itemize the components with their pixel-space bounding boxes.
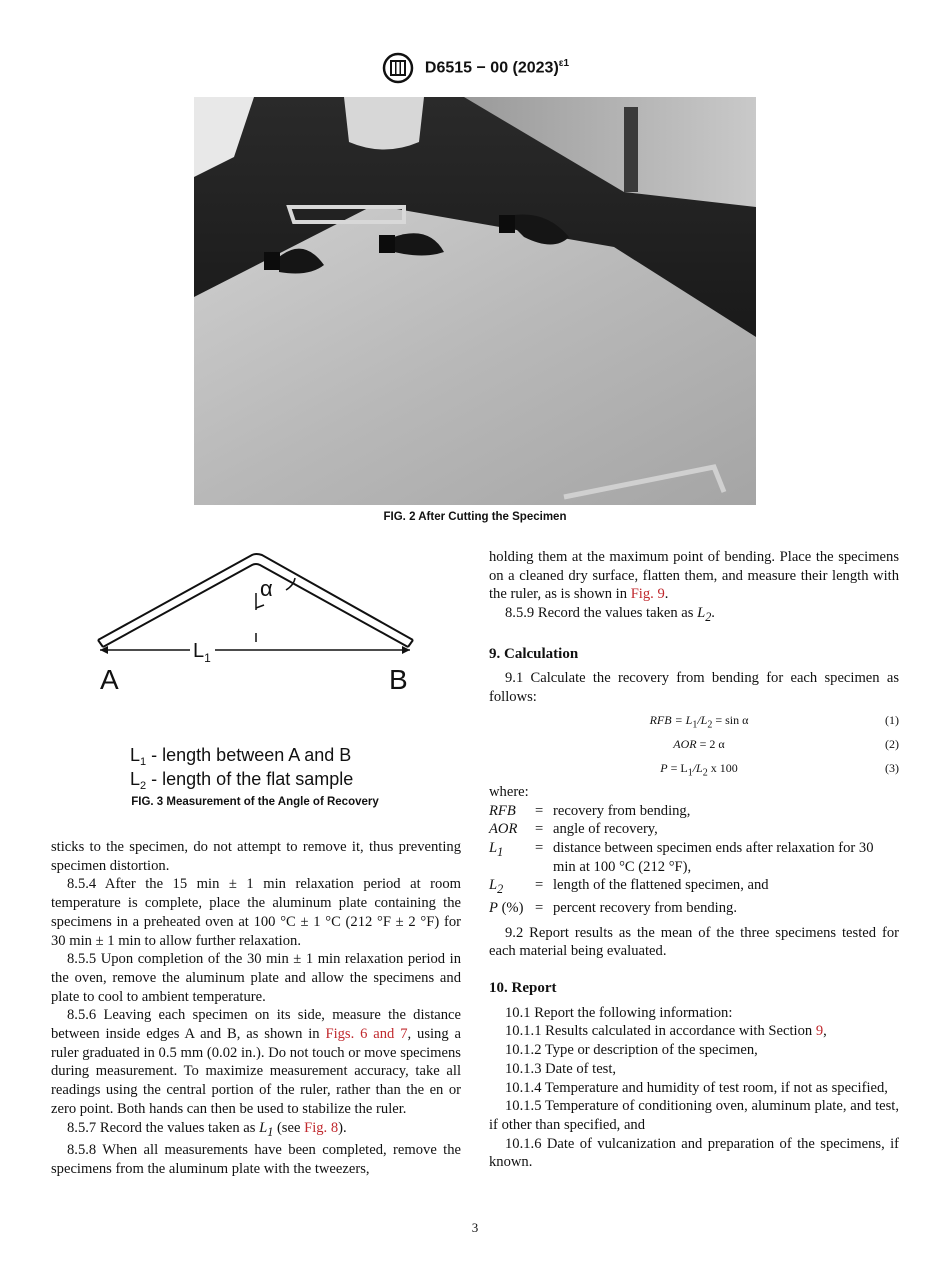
paragraph: sticks to the specimen, do not attempt to remove it, thus preventing specimen distortion.: [51, 839, 461, 874]
paragraph-8-5-7: 8.5.7 Record the values taken as $L_1$ (see Fig. 8).: [67, 1119, 347, 1139]
equation-2: AOR = 2 α (2): [673, 736, 899, 751]
figure-2-photo: [194, 97, 756, 505]
paragraph-10-1-5: 10.1.5 Temperature of conditioning oven, aluminum plate, and test, if other than specified, and: [489, 1098, 899, 1133]
paragraph-10-1-2: 10.1.2 Type or description of the specimen,: [505, 1042, 758, 1059]
page-number: 3: [471, 1220, 479, 1235]
legend-L1: $L_1$ - length between A and B: [130, 745, 352, 768]
fig-8-link[interactable]: Fig. 8: [304, 1119, 339, 1136]
paragraph-8-5-8: 8.5.8 When all measurements have been completed, remove the specimens from the aluminum plate with the tweezers,: [51, 1142, 461, 1177]
paragraph-8-5-9: 8.5.9 Record the values taken as $L_2$.: [505, 605, 715, 625]
figure-3-diagram: [90, 545, 420, 795]
paragraph-10-1-6: 10.1.6 Date of vulcanization and preparation of the specimens, if known.: [489, 1135, 899, 1171]
paragraph-10-1-3: 10.1.3 Date of test,: [505, 1060, 617, 1077]
paragraph-9-1: 9.1 Calculate the recovery from bending for each specimen as follows:: [489, 670, 899, 706]
astm-logo-icon: [381, 52, 415, 84]
section-10-heading: 10. Report: [489, 980, 557, 997]
definitions-list: [489, 802, 899, 918]
L1-label: $L_1$: [193, 640, 211, 665]
definition-item: $L_2$ = length of the flattened specimen, and: [489, 877, 769, 897]
point-B-label: B: [389, 664, 408, 695]
page-header: [0, 52, 950, 84]
figure-2-caption: FIG. 2 After Cutting the Specimen: [383, 511, 567, 523]
where-label: where:: [489, 783, 529, 800]
definition-item: RFB = recovery from bending,: [489, 802, 691, 819]
section-9-heading: 9. Calculation: [489, 645, 579, 662]
fig-9-link[interactable]: Fig. 9: [630, 586, 665, 603]
point-A-label: A: [100, 664, 119, 695]
alpha-label: α: [260, 576, 273, 601]
definition-item: P (%) = percent recovery from bending.: [489, 899, 737, 916]
section-9-link[interactable]: 9: [815, 1023, 824, 1040]
definition-item: AOR = angle of recovery,: [489, 821, 658, 838]
legend-L2: $L_2$ - length of the flat sample: [130, 769, 354, 792]
paragraph-8-5-4: 8.5.4 After the 15 min ± 1 min relaxation period at room temperature is complete, place the aluminum plate containing the specimens in a preheated oven at 100 °C ± 1 °C (212 °F ± 2 °F) for 30 min ± 1 min to allow further relaxation.: [51, 876, 461, 949]
paragraph-8-5-6: 8.5.6 Leaving each specimen on its side, measure the distance between inside edges A and B, as shown in Figs. 6 and 7, using a ruler graduated in 0.5 mm (0.02 in.). Do not touch or move specimens during measurement. To maximize measurement accuracy, take all readings using the central portion of the ruler, rather than the en or zero point. Both hands can then be used to stabilize the ruler.: [51, 1007, 461, 1117]
paragraph-10-1-1: 10.1.1 Results calculated in accordance with Section 9,: [505, 1023, 827, 1040]
definition-item: $L_1$ = distance between specimen ends after relaxation for 30 min at 100 °C (212 °F),: [489, 839, 874, 875]
paragraph-10-1: 10.1 Report the following information:: [505, 1004, 733, 1021]
figure-3-caption: FIG. 3 Measurement of the Angle of Recovery: [131, 796, 379, 808]
paragraph-9-2: 9.2 Report results as the mean of the three specimens tested for each material being evaluated.: [489, 924, 899, 960]
paragraph-8-5-5: 8.5.5 Upon completion of the 30 min ± 1 min relaxation period in the oven, remove the aluminum plate and allow the specimens and plate to cool to ambient temperature.: [51, 951, 461, 1005]
figs-6-7-link[interactable]: Figs. 6 and 7: [325, 1026, 408, 1043]
document-designation: D6515 − 00 $(2023)^{\varepsilon 1}$: [424, 58, 570, 77]
paragraph-10-1-4: 10.1.4 Temperature and humidity of test room, if not as specified,: [505, 1079, 888, 1096]
left-column: [51, 838, 461, 1179]
equation-1: RFB = $L_1/L_2 = \sin \alpha$ (1): [649, 712, 899, 731]
paragraph: holding them at the maximum point of bending. Place the specimens on a cleaned dry surface, flatten them, and measure their length with the ruler, as is shown in Fig. 9.: [489, 549, 899, 603]
right-column: [489, 548, 899, 1172]
equation-3: $P = L_1/L_2$ x 100 (3): [660, 760, 899, 779]
